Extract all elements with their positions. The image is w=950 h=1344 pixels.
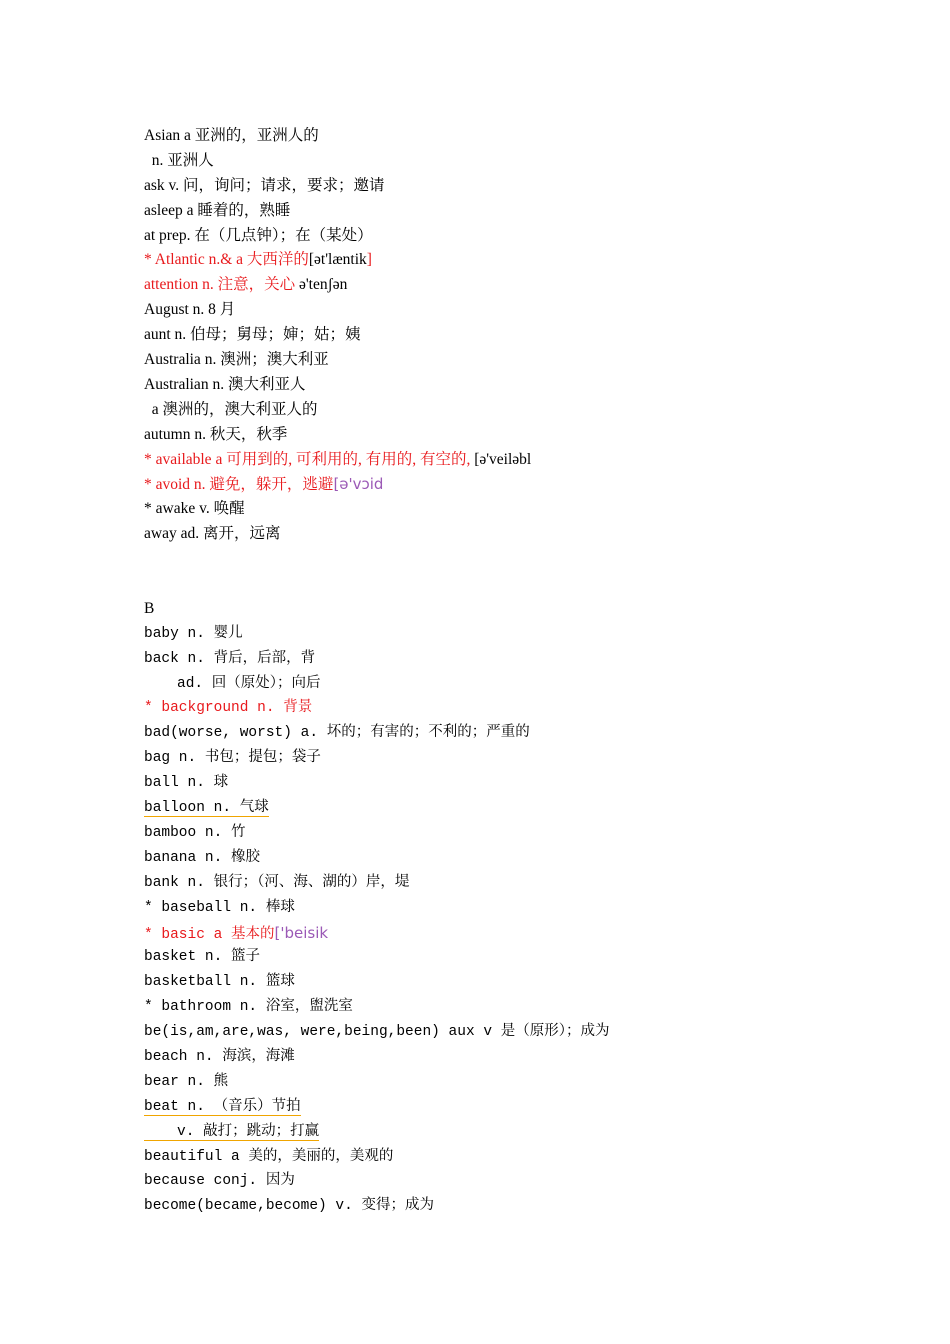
entry-available (144, 448, 904, 473)
entry-beautiful (144, 1145, 904, 1170)
entry-avoid (144, 472, 904, 497)
entry-beat (144, 1095, 904, 1120)
entry-asian-noun (144, 149, 904, 174)
entry-australian-adj (144, 398, 904, 423)
section-heading-b (144, 597, 904, 622)
heading-text: B (144, 599, 155, 617)
entry-text: bamboo n. 竹 (144, 824, 246, 841)
entry-asian (144, 124, 904, 149)
entry-bank (144, 871, 904, 896)
entry-text: * available a 可用到的, 可利用的, 有用的, 有空的, (144, 450, 475, 468)
entry-text: asleep a 睡着的，熟睡 (144, 201, 291, 219)
entry-text: basket n. 篮子 (144, 949, 261, 966)
entry-aunt (144, 323, 904, 348)
entry-australian (144, 373, 904, 398)
entry-balloon (144, 796, 904, 821)
entry-text: be(is,am,are,was, were,being,been) aux v 是（原形）；成为 (144, 1024, 610, 1041)
entry-text: Asian a 亚洲的，亚洲人的 (144, 127, 319, 144)
entry-autumn (144, 423, 904, 448)
entry-text: bear n. 熊 (144, 1073, 229, 1090)
entry-baby (144, 622, 904, 647)
entry-text: ask v. 问，询问；请求，要求；邀请 (144, 176, 385, 194)
entry-text: bag n. 书包；提包；袋子 (144, 750, 321, 767)
entry-text: beat n. （音乐）节拍 (144, 1098, 301, 1115)
entry-text: at prep. 在（几点钟）；在（某处） (144, 226, 373, 244)
entry-text: * awake v. 唤醒 (144, 500, 245, 518)
entry-become (144, 1194, 904, 1219)
entry-text: back n. 背后，后部，背 (144, 650, 316, 667)
spacer (144, 547, 904, 572)
entry-bad (144, 721, 904, 746)
entry-text: away ad. 离开，远离 (144, 525, 281, 543)
document-page (144, 124, 904, 1219)
entry-baseball (144, 896, 904, 921)
entry-atlantic (144, 248, 904, 273)
entry-text: basketball n. 篮球 (144, 974, 295, 991)
entry-banana (144, 846, 904, 871)
entry-phonetic: ['beisik (274, 923, 329, 942)
entry-awake (144, 497, 904, 522)
entry-text: beautiful a 美的，美丽的，美观的 (144, 1148, 394, 1165)
entry-text: * Atlantic n.& a 大西洋的 (144, 251, 309, 269)
entry-ball (144, 771, 904, 796)
entry-text: Australia n. 澳洲；澳大利亚 (144, 351, 329, 369)
entry-back-adv (144, 672, 904, 697)
entry-phonetic: ə'tenʃən (299, 276, 348, 294)
entry-text: * background n. 背景 (144, 700, 313, 717)
entry-australia (144, 348, 904, 373)
entry-text: * bathroom n. 浴室，盥洗室 (144, 999, 353, 1016)
entry-basketball (144, 970, 904, 995)
entry-ask (144, 174, 904, 199)
entry-bamboo (144, 821, 904, 846)
entry-text: Australian n. 澳大利亚人 (144, 375, 306, 393)
entry-background (144, 696, 904, 721)
entry-bracket: ] (366, 251, 372, 269)
entry-back (144, 647, 904, 672)
entry-text: beach n. 海滨，海滩 (144, 1048, 295, 1065)
spacer (144, 572, 904, 597)
entry-text: because conj. 因为 (144, 1173, 295, 1190)
entry-text: become(became,become) v. 变得；成为 (144, 1198, 435, 1215)
entry-text: a 澳洲的，澳大利亚人的 (144, 400, 318, 418)
entry-basic (144, 921, 904, 946)
entry-text: * baseball n. 棒球 (144, 899, 295, 916)
entry-text: baby n. 婴儿 (144, 625, 243, 642)
entry-be (144, 1020, 904, 1045)
entry-text: * basic a 基本的 (144, 926, 275, 943)
entry-text: autumn n. 秋天，秋季 (144, 425, 288, 443)
entry-phonetic: [ət'læntik (308, 251, 367, 269)
entry-text: bad(worse, worst) a. 坏的；有害的；不利的；严重的 (144, 725, 530, 742)
entry-attention (144, 273, 904, 298)
entry-text: ad. 回（原处）；向后 (177, 675, 321, 692)
entry-phonetic: [ə'vɔid (333, 475, 384, 494)
entry-beach (144, 1045, 904, 1070)
entry-text: * avoid n. 避免，躲开，逃避 (144, 476, 334, 494)
entry-text: aunt n. 伯母；舅母；婶；姑；姨 (144, 326, 361, 344)
entry-beat-verb (144, 1120, 904, 1145)
entry-text: v. 敲打；跳动；打赢 (144, 1124, 319, 1141)
entry-text: August n. 8 月 (144, 301, 236, 319)
entry-asleep (144, 199, 904, 224)
entry-basket (144, 945, 904, 970)
entry-at (144, 224, 904, 249)
entry-phonetic: [ə'veiləbl (474, 450, 532, 468)
entry-because (144, 1169, 904, 1194)
entry-text: attention n. 注意，关心 (144, 276, 299, 294)
entry-bear (144, 1070, 904, 1095)
entry-bag (144, 746, 904, 771)
entry-text: balloon n. 气球 (144, 800, 269, 817)
entry-text: banana n. 橡胶 (144, 849, 261, 866)
entry-text: n. 亚洲人 (144, 151, 214, 169)
entry-bathroom (144, 995, 904, 1020)
entry-text: bank n. 银行；（河、海、湖的）岸，堤 (144, 874, 410, 891)
entry-away (144, 522, 904, 547)
entry-august (144, 298, 904, 323)
entry-text: ball n. 球 (144, 775, 229, 792)
